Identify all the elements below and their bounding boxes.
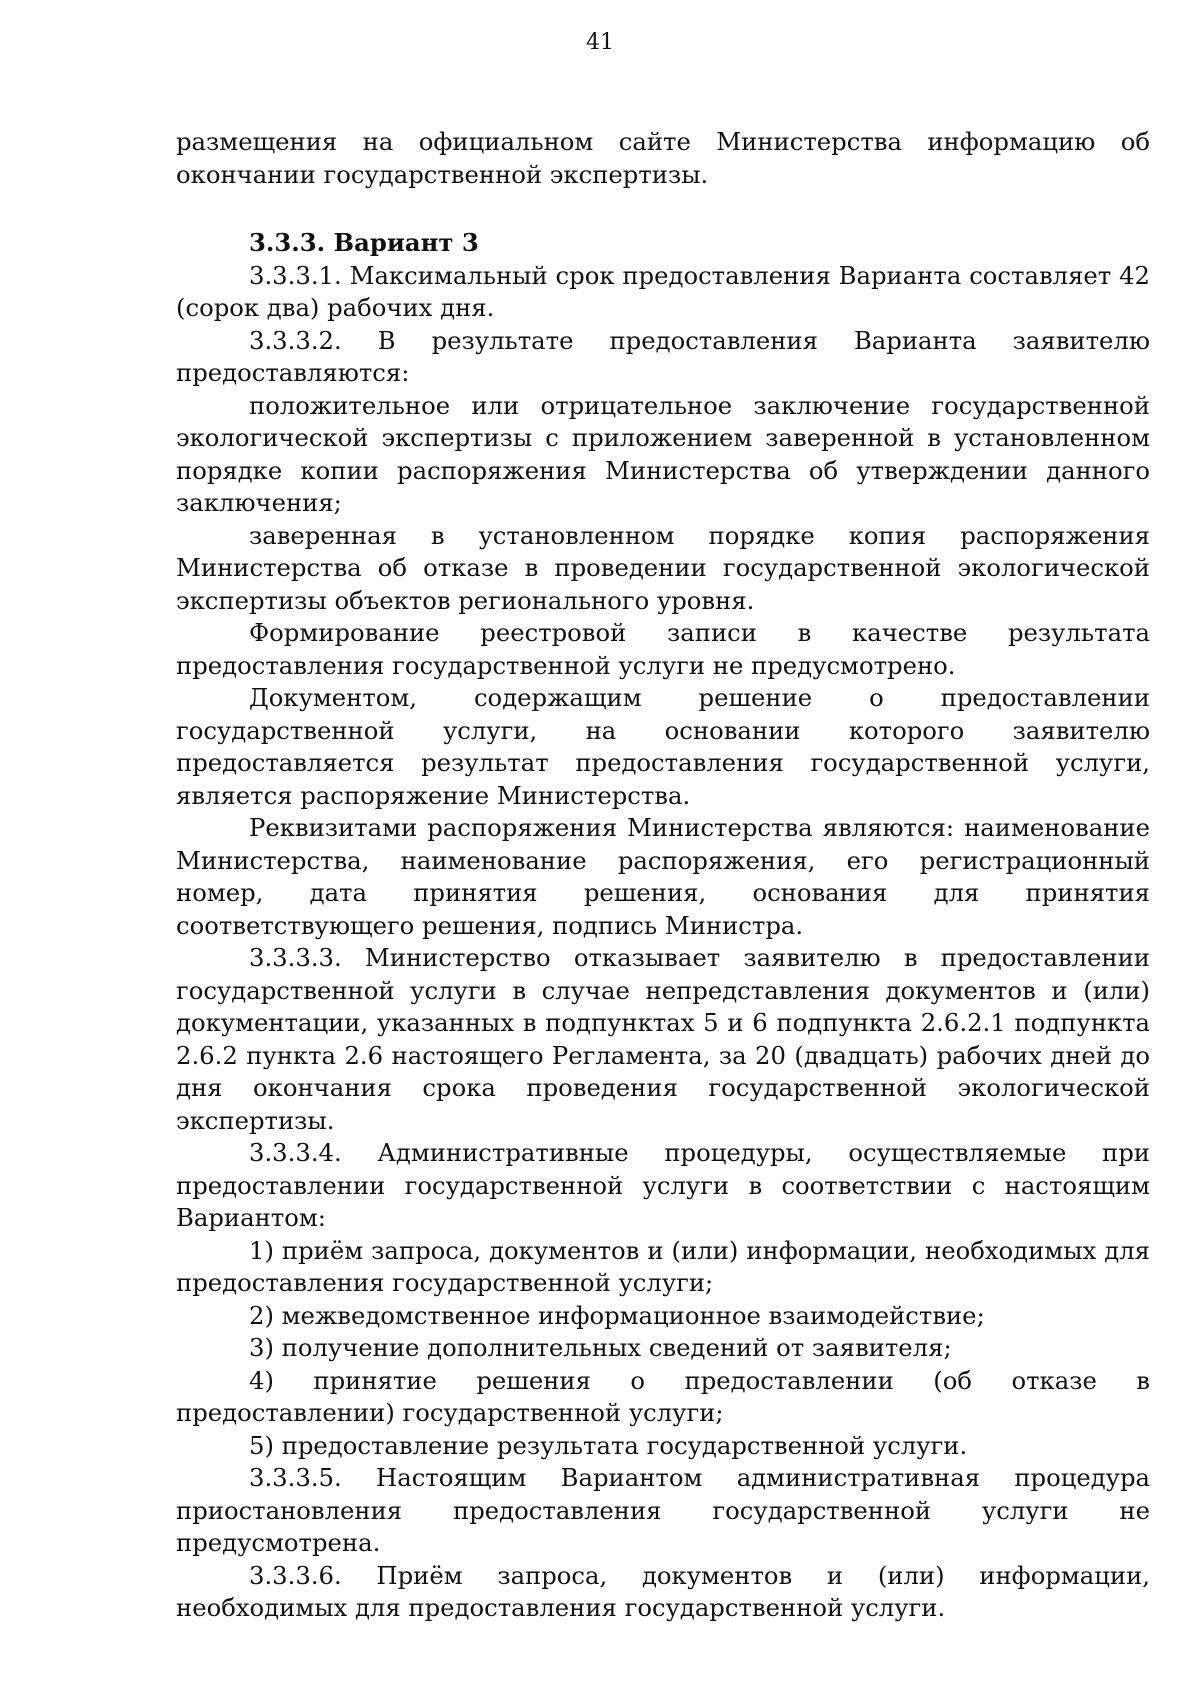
paragraph-requisites: Реквизитами распоряжения Министерства являются: наименование Министерства, наименование распоряжения, его регистрационный номер, дата принятия решения, основания для принятия соответствующего решения, подпись Министра. xyxy=(176,813,1150,940)
paragraph-3-3-3-3: 3.3.3.3. Министерство отказывает заявителю в предоставлении государственной услуги в случае непредставления документов и (или) документации, указанных в подпунктах 5 и 6 подпункта 2.6.2.1 подпункта 2.6.2 пункта 2.6 настоящего Регламента, за 20 (двадцать) рабочих дней до дня окончания срока проведения государственной экологической экспертизы. xyxy=(176,943,1150,1135)
paragraph-3-3-3-6: 3.3.3.6. Приём запроса, документов и (или) информации, необходимых для предоставления государственной услуги. xyxy=(176,1560,1150,1622)
list-item-5: 5) предоставление результата государственной услуги. xyxy=(249,1430,968,1460)
paragraph-3-3-3-1: 3.3.3.1. Максимальный срок предоставления Варианта составляет 42 (сорок два) рабочих дня. xyxy=(176,260,1150,322)
list-item-2: 2) межведомственное информационное взаимодействие; xyxy=(249,1300,985,1330)
paragraph-3-3-3-4: 3.3.3.4. Административные процедуры, осуществляемые при предоставлении государственной услуги в соответствии с настоящим Вариантом: xyxy=(176,1138,1150,1232)
paragraph-3-3-3-2: 3.3.3.2. В результате предоставления Варианта заявителю предоставляются: xyxy=(176,325,1150,387)
section-heading: 3.3.3. Вариант 3 xyxy=(249,228,479,257)
paragraph-3-3-3-5: 3.3.3.5. Настоящим Вариантом административная процедура приостановления предоставления государственной услуги не предусмотрена. xyxy=(176,1463,1150,1557)
document-body xyxy=(176,126,1150,1625)
paragraph-result-refusal: заверенная в установленном порядке копия распоряжения Министерства об отказе в проведении государственной экологической экспертизы объектов регионального уровня. xyxy=(176,520,1150,615)
paragraph-decision-document: Документом, содержащим решение о предоставлении государственной услуги, на основании которого заявителю предоставляется результат предоставления государственной услуги, является распоряжение Министерства. xyxy=(176,683,1150,810)
page-number: 41 xyxy=(586,30,614,55)
list-item-3: 3) получение дополнительных сведений от заявителя; xyxy=(249,1333,952,1362)
list-item-4: 4) принятие решения о предоставлении (об отказе в предоставлении) государственной услуги; xyxy=(176,1365,1150,1427)
paragraph-result-positive: положительное или отрицательное заключение государственной экологической экспертизы с приложением заверенной в установленном порядке копии распоряжения Министерства об утверждении данного заключения; xyxy=(176,390,1150,517)
paragraph-continuation: размещения на официальном сайте Министерства информацию об окончании государственной экспертизы. xyxy=(176,127,1150,189)
paragraph-registry-record: Формирование реестровой записи в качестве результата предоставления государственной услуги не предусмотрено. xyxy=(176,618,1150,680)
list-item-1: 1) приём запроса, документов и (или) информации, необходимых для предоставления государственной услуги; xyxy=(176,1235,1150,1297)
